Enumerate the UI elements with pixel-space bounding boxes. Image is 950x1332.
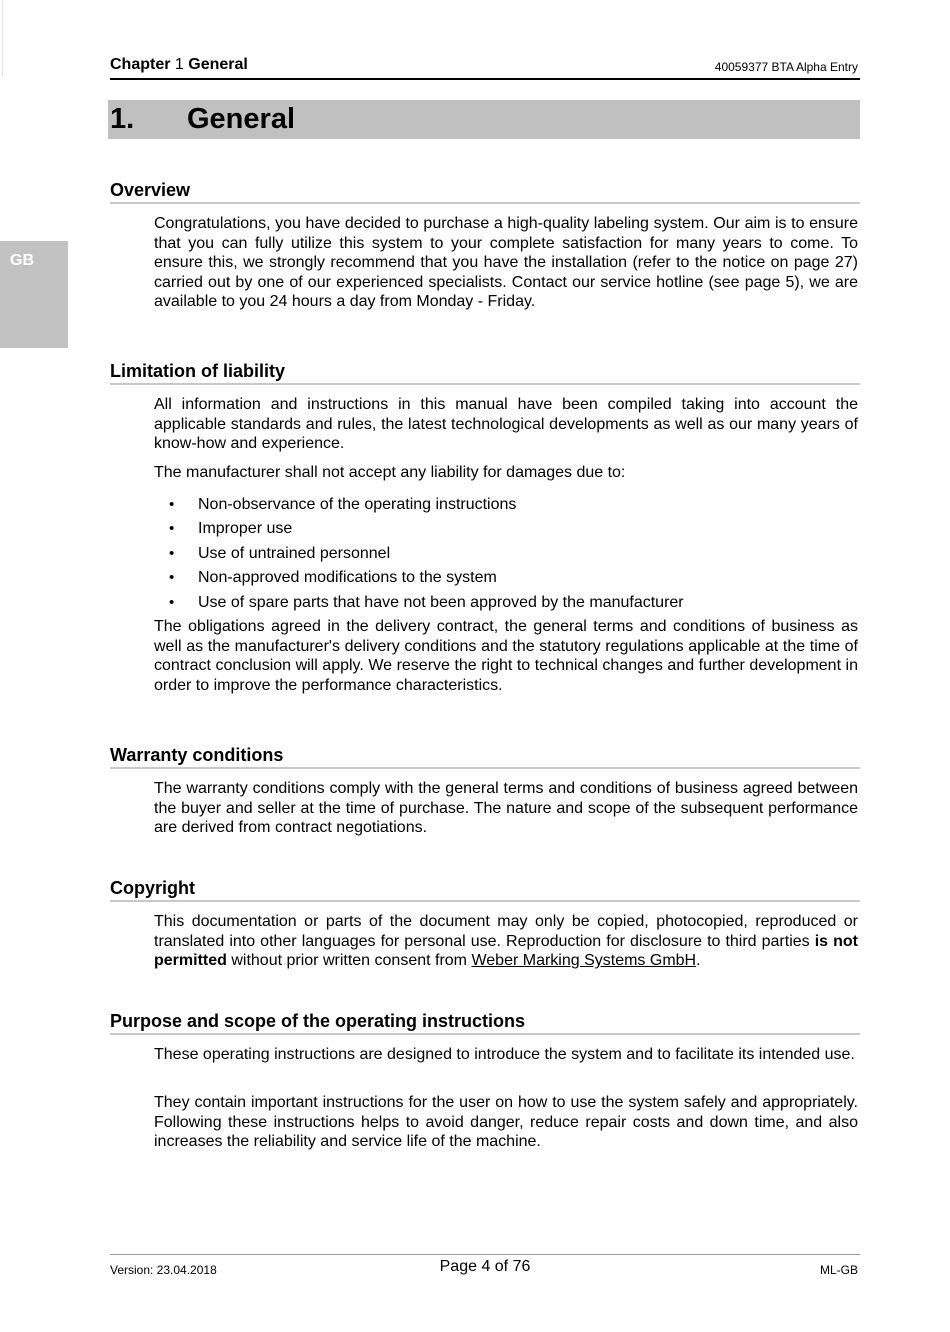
copyright-text-middle: without prior written consent from [226,952,472,970]
liability-paragraph-2: The manufacturer shall not accept any liability for damages due to: [154,464,626,481]
header-chapter-name: General [188,56,248,73]
header-chapter-number: 1 [174,56,184,73]
footer-code: ML-GB [819,1263,858,1277]
list-item: • Improper use [154,518,858,542]
liability-bullet-list [154,494,858,616]
section-heading-warranty: Warranty conditions [110,744,860,769]
page-header [110,56,860,80]
language-tab [0,241,68,348]
overview-paragraph: Congratulations, you have decided to purchase a high-quality labeling system. Our aim is to ensure that you can fully utilize this system to your complete satisfaction for many years to come. To ensure this, we strongly recommend that you have the installation (refer to the notice on page 27) carried out by one of our experienced specialists. Contact our service hotline (see page 5), we are available to you 24 hours a day from Monday - Friday. [154,215,858,311]
warranty-paragraph: The warranty conditions comply with the general terms and conditions of business agreed between the buyer and seller at the time of purchase. The nature and scope of the subsequent performance are derived from contract negotiations. [154,780,858,837]
language-tab-label: GB [10,252,34,269]
liability-paragraph-1: All information and instructions in this manual have been compiled taking into account the applicable standards and rules, the latest technological developments as well as our many years of know-how and experience. [154,396,858,453]
page-footer [110,1254,860,1279]
section-heading-purpose: Purpose and scope of the operating instructions [110,1010,860,1035]
chapter-number: 1. [110,103,135,135]
list-item: • Use of untrained personnel [154,543,858,567]
header-document-id: 40059377 BTA Alpha Entry [714,60,858,74]
section-heading-overview: Overview [110,179,860,204]
header-chapter-word: Chapter [110,56,171,73]
copyright-text-end: . [696,952,701,970]
footer-page-number: Page 4 of 76 [439,1258,531,1275]
page-edge-rule [2,0,3,76]
copyright-paragraph [154,912,858,971]
purpose-paragraph-2: They contain important instructions for the user on how to use the system safely and appropriately. Following these instructions helps to avoid danger, reduce repair costs and down time, and also increases the reliability and service life of the machine. [154,1094,858,1151]
copyright-emphasis: is not permitted [154,932,858,970]
list-item: • Use of spare parts that have not been approved by the manufacturer [154,592,858,616]
list-item: • Non-observance of the operating instructions [154,494,858,518]
section-heading-copyright: Copyright [110,877,860,902]
footer-version: Version: 23.04.2018 [110,1263,217,1277]
copyright-text-before: This documentation or parts of the document may only be copied, photocopied, reproduced or translated into other languages for personal use. Reproduction for disclosure to third parties [154,913,858,950]
chapter-title-band [108,100,860,139]
header-chapter [110,56,248,74]
section-heading-liability: Limitation of liability [110,360,860,385]
list-item: • Non-approved modifications to the system [154,567,858,591]
company-name-link[interactable]: Weber Marking Systems GmbH [471,952,697,970]
purpose-paragraph-1: These operating instructions are designed to introduce the system and to facilitate its intended use. [154,1046,855,1063]
liability-paragraph-3: The obligations agreed in the delivery contract, the general terms and conditions of business as well as the manufacturer's delivery conditions and the statutory regulations applicable at the time of contract conclusion will apply. We reserve the right to technical changes and further development in order to improve the performance characteristics. [154,618,858,694]
chapter-title: General [187,103,295,135]
